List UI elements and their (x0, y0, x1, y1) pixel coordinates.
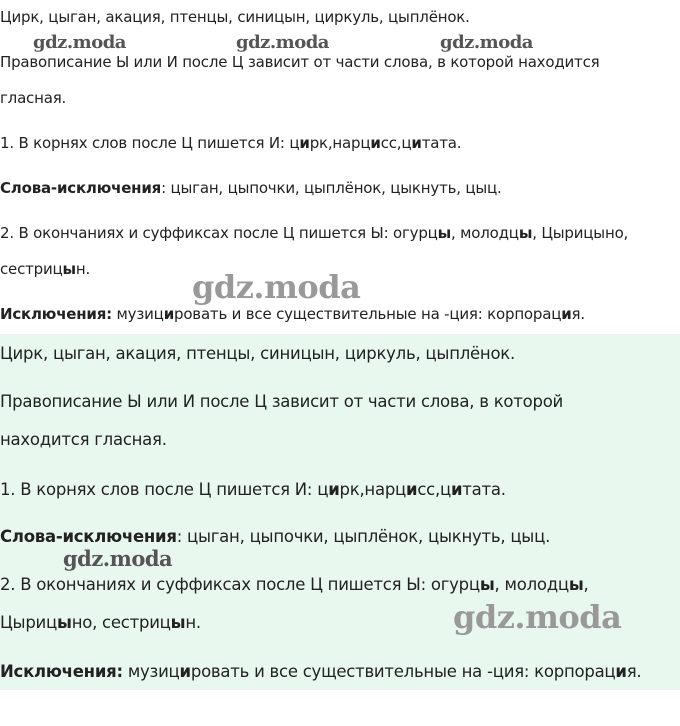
rule-roots: 1. В корнях слов после Ц пишется И: цирк,нарцисс,цитата. (0, 134, 462, 152)
rule-endings-2: Цырицыно, сестрицын. (0, 613, 201, 632)
rule-line-1: Правописание Ы или И после Ц зависит от части слова, в которой (0, 392, 564, 411)
rule-roots: 1. В корнях слов после Ц пишется И: цирк,нарцисс,цитата. (0, 480, 506, 499)
watermark: gdz.moda (453, 598, 622, 636)
exceptions-suffix: Исключения: музицировать и все существительные на -ция: корпорация. (0, 662, 642, 681)
rule-line-2: гласная. (0, 89, 67, 107)
rule-endings-1: 2. В окончаниях и суффиксах после Ц пишется Ы: огурцы, молодцы, Цырицыно, (0, 224, 629, 242)
rule-line-2: находится гласная. (0, 430, 167, 449)
rule-endings-1: 2. В окончаниях и суффиксах после Ц пишется Ы: огурцы, молодцы, (0, 575, 589, 594)
exceptions-words: Слова-исключения: цыган, цыпочки, цыплёнок, цыкнуть, цыц. (0, 179, 502, 197)
words-line: Цирк, цыган, акация, птенцы, синицын, циркуль, цыплёнок. (0, 8, 470, 26)
highlighted-answer-block (0, 334, 680, 690)
watermark: gdz.moda (63, 546, 173, 571)
watermark: gdz.moda (440, 32, 533, 53)
watermark: gdz.moda (236, 32, 329, 53)
exceptions-suffix: Исключения: музицировать и все существительные на -ция: корпорация. (0, 305, 585, 323)
rule-endings-2: сестрицын. (0, 260, 91, 278)
watermark: gdz.moda (33, 32, 126, 53)
rule-line-1: Правописание Ы или И после Ц зависит от части слова, в которой находится (0, 53, 600, 71)
words-line: Цирк, цыган, акация, птенцы, синицын, циркуль, цыплёнок. (0, 344, 516, 363)
exceptions-words: Слова-исключения: цыган, цыпочки, цыплёнок, цыкнуть, цыц. (0, 527, 551, 546)
watermark: gdz.moda (192, 268, 361, 306)
